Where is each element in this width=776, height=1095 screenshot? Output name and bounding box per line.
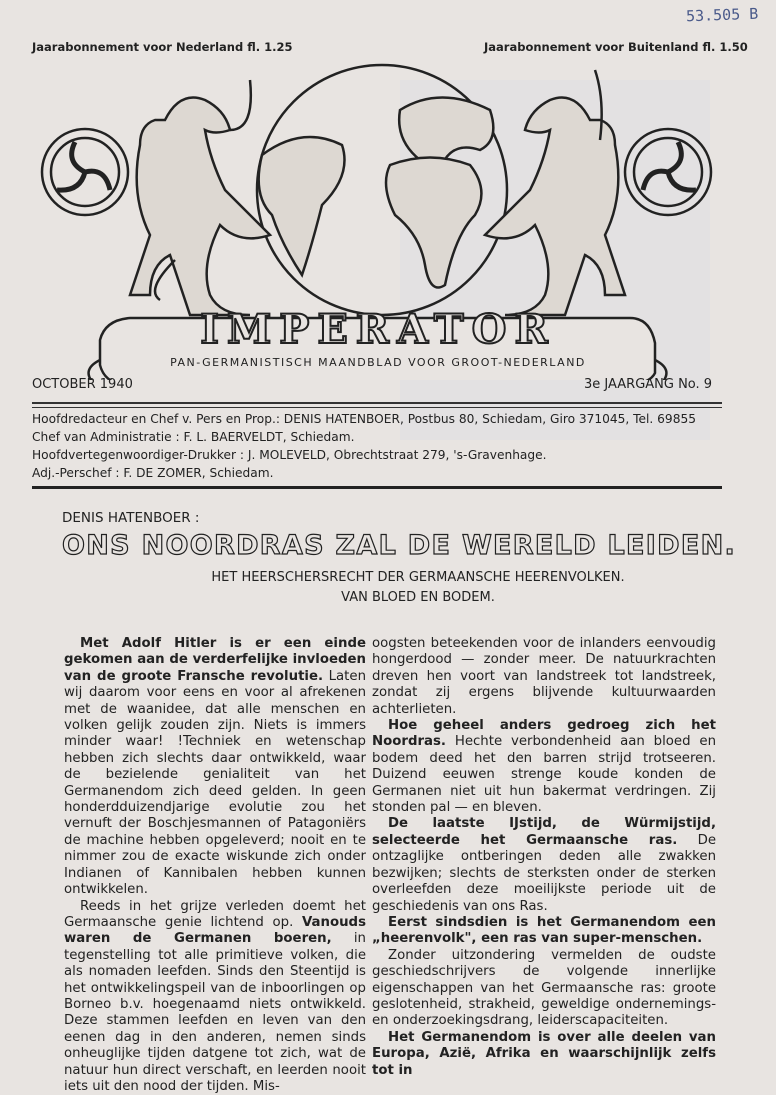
paragraph-text: Laten wij daarom voor eens en voor al afrekenen met de waanidee, dat alle menschen en volken gelijk zouden zijn. Niets is immers minder waar! !Techniek en wetenschap hebben zich slechts daar ontwikkeld, waar de bezielende genialiteit van het Germanendom zich deed gelden. In geen honderdduizendjarige evolutie zou het vernuft der Boschjesmannen of Patagoniërs de machine hebben opgeleverd; nooit en te nimmer zou de exacte wiskunde zich onder Indianen of Kannibalen hebben kunnen ontwikkelen. xyxy=(64,669,366,897)
paragraph xyxy=(372,915,716,948)
issue-volume: 3e JAARGANG No. 9 xyxy=(584,377,712,392)
bold-lead: Met Adolf Hitler is er een einde gekomen aan de verderfelijke invloeden van de groote Fransche revolutie. xyxy=(64,636,366,684)
editorial-credits xyxy=(32,410,732,482)
masthead-illustration xyxy=(0,60,776,380)
article-headline: ONS NOORDRAS ZAL DE WERELD LEIDEN. xyxy=(62,530,722,561)
subscription-foreign: Jaarabonnement voor Buitenland fl. 1.50 xyxy=(484,40,748,54)
article-column-left xyxy=(64,636,366,1095)
left-lion xyxy=(130,80,270,315)
paragraph-text: Reeds in het grijze verleden doemt het Germaansche genie lichtend op. xyxy=(64,899,366,930)
globe xyxy=(257,65,507,315)
credit-line: Hoofdvertegenwoordiger-Drukker : J. MOLEVELD, Obrechtstraat 279, 's-Gravenhage. xyxy=(32,446,732,464)
bold-lead: De laatste IJstijd, de Würmijstijd, selecteerde het Germaansche ras. xyxy=(372,816,716,847)
right-wheel-emblem xyxy=(625,129,711,215)
paragraph xyxy=(372,1030,716,1079)
bold-phrase: Vanouds waren de Germanen boeren, xyxy=(64,915,366,946)
credit-line: Adj.-Perschef : F. DE ZOMER, Schiedam. xyxy=(32,464,732,482)
paragraph-text: De ontzaglijke ontberingen deden alle zwakken bezwijken; slechts de sterksten onder de sterken overleefden deze moeilijkste periode uit de geschiedenis van ons Ras. xyxy=(372,833,716,914)
left-wheel-emblem xyxy=(42,129,128,215)
paragraph-text: Hechte verbondenheid aan bloed en bodem deed het den barren strijd trotseeren. Duizend eeuwen strenge koude konden de Germanen niet uit hun bakermat verdringen. Zij stonden pal — en bleven. xyxy=(372,734,716,815)
paragraph-text: Zonder uitzondering vermelden de oudste geschiedschrijvers de volgende innerlijke eigenschappen van het Germaansche ras: groote geslotenheid, strakheid, geweldige ondernemings- en onderzoekingsdrang, leiderscapaciteiten. xyxy=(372,948,716,1029)
bold-lead: Hoe geheel anders gedroeg zich het Noordras. xyxy=(372,718,716,749)
paragraph xyxy=(372,816,716,914)
paragraph-text: in tegenstelling tot alle primitieve volken, die als nomaden leefden. Sinds den Steentijd is het ontwikkelingspeil van de inboorlingen op Borneo b.v. hoegenaamd niets ontwikkeld. Deze stammen leefden en leven van den eenen dag in den anderen, nemen sinds onheuglijke tijden datgene tot zich, wat de natuur hun direct verschaft, en leerden nooit iets uit den nood der tijden. Mis- xyxy=(64,931,366,1094)
paragraph xyxy=(64,899,366,1095)
credit-line: Chef van Administratie : F. L. BAERVELDT, Schiedam. xyxy=(32,428,732,446)
paragraph xyxy=(64,636,366,899)
article-subheadline: HET HEERSCHERSRECHT DER GERMAANSCHE HEERENVOLKEN. xyxy=(0,570,776,585)
thick-rule xyxy=(32,486,722,489)
issue-date: OCTOBER 1940 xyxy=(32,377,133,392)
article-subheadline: VAN BLOED EN BODEM. xyxy=(0,590,776,605)
subscription-domestic: Jaarabonnement voor Nederland fl. 1.25 xyxy=(32,40,293,54)
bold-lead: Het Germanendom is over alle deelen van Europa, Azië, Afrika en waarschijnlijk zelfs tot in xyxy=(372,1030,716,1078)
paragraph xyxy=(372,636,716,718)
article-author: DENIS HATENBOER : xyxy=(62,510,199,526)
bold-lead: Eerst sindsdien is het Germanendom een „heerenvolk", een ras van super-menschen. xyxy=(372,915,716,946)
paragraph-text: oogsten beteekenden voor de inlanders eenvoudig hongerdood — zonder meer. De natuurkrachten dreven hen voort van landstreek tot landstreek, zondat zij ergens blijvende kultuurwaarden achterlieten. xyxy=(372,636,716,717)
handwritten-catalog-note: 53.505 B xyxy=(685,5,758,26)
credit-line: Hoofdredacteur en Chef v. Pers en Prop.: DENIS HATENBOER, Postbus 80, Schiedam, Giro 371045, Tel. 69855 xyxy=(32,410,732,428)
masthead-title: IMPERATOR xyxy=(200,306,556,353)
paragraph xyxy=(372,948,716,1030)
double-rule xyxy=(32,402,722,408)
article-column-right xyxy=(372,636,716,1079)
masthead-subtitle: PAN-GERMANISTISCH MAANDBLAD VOOR GROOT-NEDERLAND xyxy=(170,356,586,369)
paragraph xyxy=(372,718,716,816)
